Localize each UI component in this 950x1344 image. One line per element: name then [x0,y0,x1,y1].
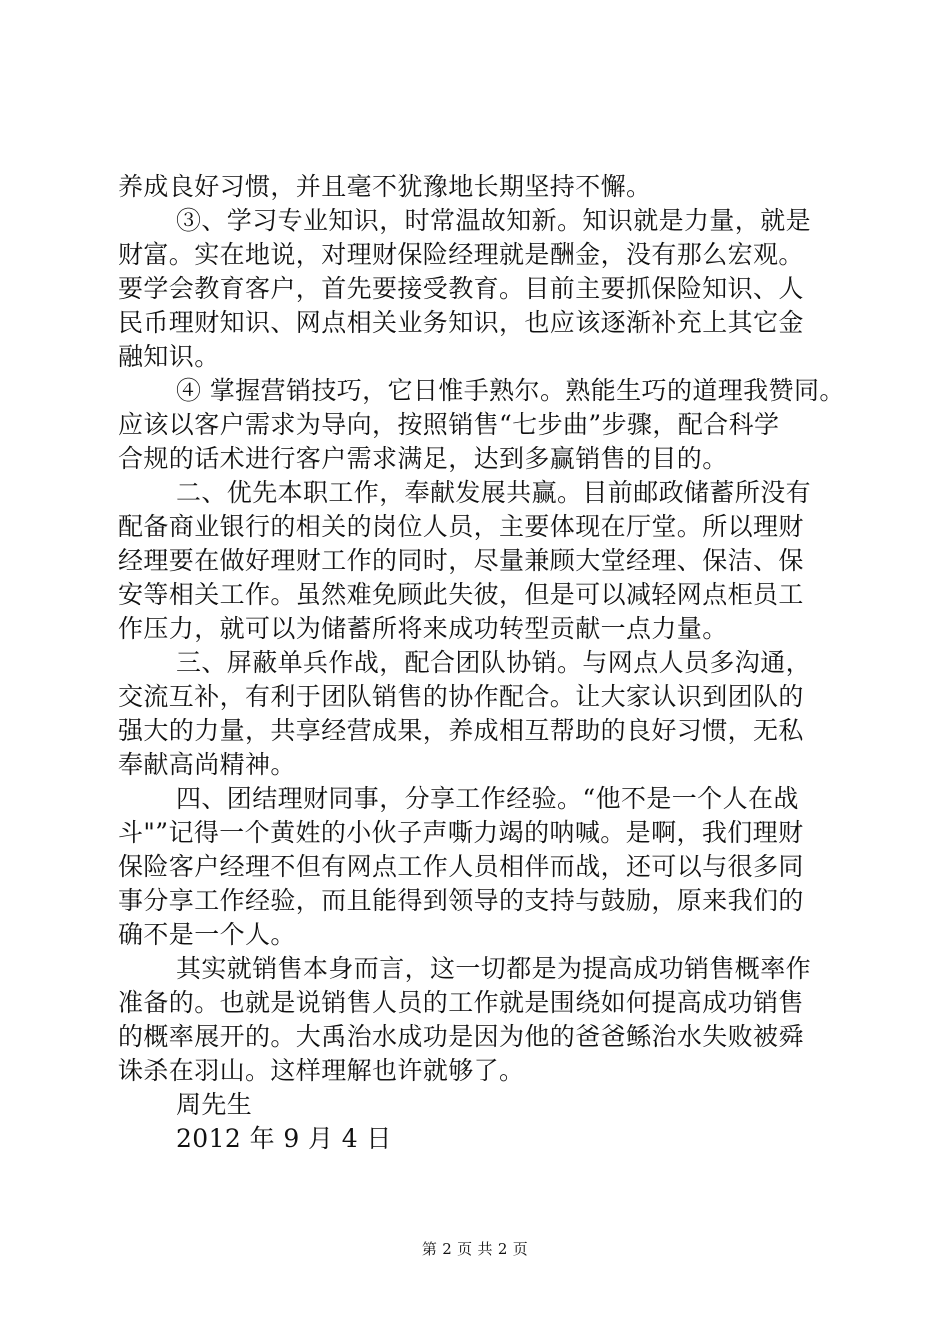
text-line: 作压力，就可以为储蓄所将来成功转型贡献一点力量。 [118,614,728,643]
text-line: 其实就销售本身而言，这一切都是为提高成功销售概率作 [176,954,812,983]
text-line: 民币理财知识、网点相关业务知识，也应该逐渐补充上其它金 [118,308,804,337]
text-line: 交流互补，有利于团队销售的协作配合。让大家认识到团队的 [118,682,804,711]
text-line: 保险客户经理不但有网点工作人员相伴而战，还可以与很多同 [118,852,804,881]
page-number-footer: 第 2 页 共 2 页 [421,1240,529,1258]
text-line: 应该以客户需求为导向，按照销售“七步曲”步骤，配合科学 [118,410,780,439]
text-line: 二、优先本职工作，奉献发展共赢。目前邮政储蓄所没有 [176,478,812,507]
text-line: 四、团结理财同事，分享工作经验。“他不是一个人在战 [176,784,799,813]
text-line: 强大的力量，共享经营成果，养成相互帮助的良好习惯，无私 [118,716,804,745]
text-line: 配备商业银行的相关的岗位人员，主要体现在厅堂。所以理财 [118,512,804,541]
text-line: 的概率展开的。大禹治水成功是因为他的爸爸鲧治水失败被舜 [118,1022,804,1051]
text-line: 事分享工作经验，而且能得到领导的支持与鼓励，原来我们的 [118,886,804,915]
text-line: 要学会教育客户，首先要接受教育。目前主要抓保险知识、人 [118,274,804,303]
text-line: 诛杀在羽山。这样理解也许就够了。 [118,1056,525,1085]
signature-date: 2012 年 9 月 4 日 [176,1124,392,1153]
text-line: 安等相关工作。虽然难免顾此失彼，但是可以减轻网点柜员工 [118,580,804,609]
document-body [118,170,848,1156]
text-line: 经理要在做好理财工作的同时，尽量兼顾大堂经理、保洁、保 [118,546,804,575]
text-line: 财富。实在地说，对理财保险经理就是酬金，没有那么宏观。 [118,240,804,269]
text-line: 三、屏蔽单兵作战，配合团队协销。与网点人员多沟通， [176,648,812,677]
text-line: 确不是一个人。 [118,920,296,949]
text-line: ③、学习专业知识，时常温故知新。知识就是力量，就是 [176,206,812,235]
text-line: 奉献高尚精神。 [118,750,296,779]
text-line: 准备的。也就是说销售人员的工作就是围绕如何提高成功销售 [118,988,804,1017]
text-line: 养成良好习惯，并且毫不犹豫地长期坚持不懈。 [118,172,652,201]
text-line: ④ 掌握营销技巧，它日惟手熟尔。熟能生巧的道理我赞同。 [176,376,845,405]
text-line: 融知识。 [118,342,220,371]
signature-name: 周先生 [176,1090,253,1119]
text-line: 斗"”记得一个黄姓的小伙子声嘶力竭的呐喊。是啊，我们理财 [118,818,804,847]
text-line: 合规的话术进行客户需求满足，达到多赢销售的目的。 [118,444,728,473]
